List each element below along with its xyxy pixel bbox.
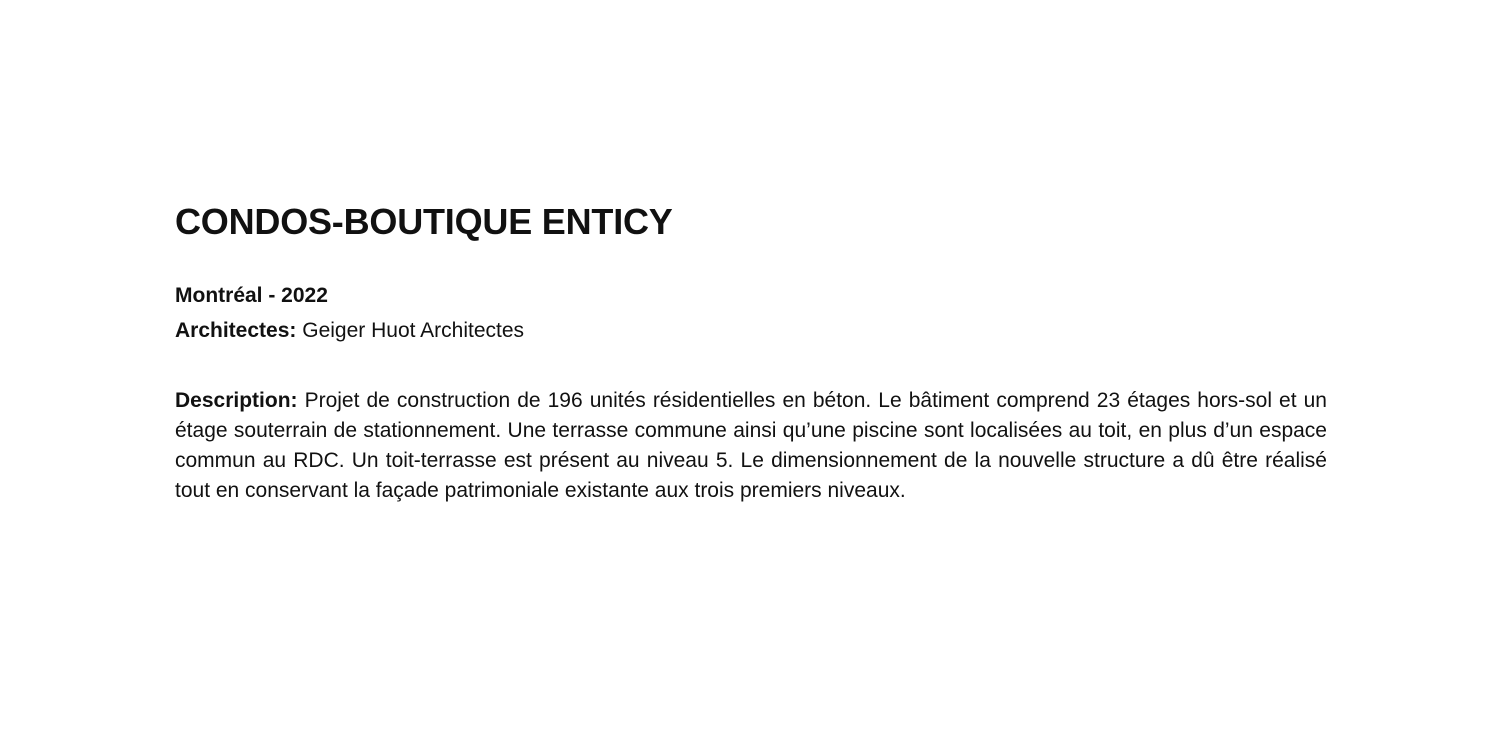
location-year: Montréal - 2022 bbox=[175, 284, 328, 307]
architects-label: Architectes: bbox=[175, 319, 297, 342]
architects-line bbox=[175, 313, 1327, 348]
location-year-line bbox=[175, 278, 1327, 313]
page-title: CONDOS-BOUTIQUE ENTICY bbox=[175, 201, 673, 242]
description-label: Description: bbox=[175, 389, 298, 412]
project-meta bbox=[175, 278, 1327, 348]
description-text: Projet de construction de 196 unités résidentielles en béton. Le bâtiment comprend 23 étages hors-sol et un étage souterrain de stationnement. Une terrasse commune ainsi qu’une piscine sont localisées au toit, en plus d’un espace commun au RDC. Un toit-terrasse est présent au niveau 5. Le dimensionnement de la nouvelle structure a dû être réalisé tout en conservant la façade patrimoniale existante aux trois premiers niveaux. bbox=[175, 389, 1327, 502]
architects-value: Geiger Huot Architectes bbox=[302, 319, 525, 342]
description-paragraph bbox=[175, 386, 1327, 506]
project-card bbox=[175, 198, 1327, 527]
